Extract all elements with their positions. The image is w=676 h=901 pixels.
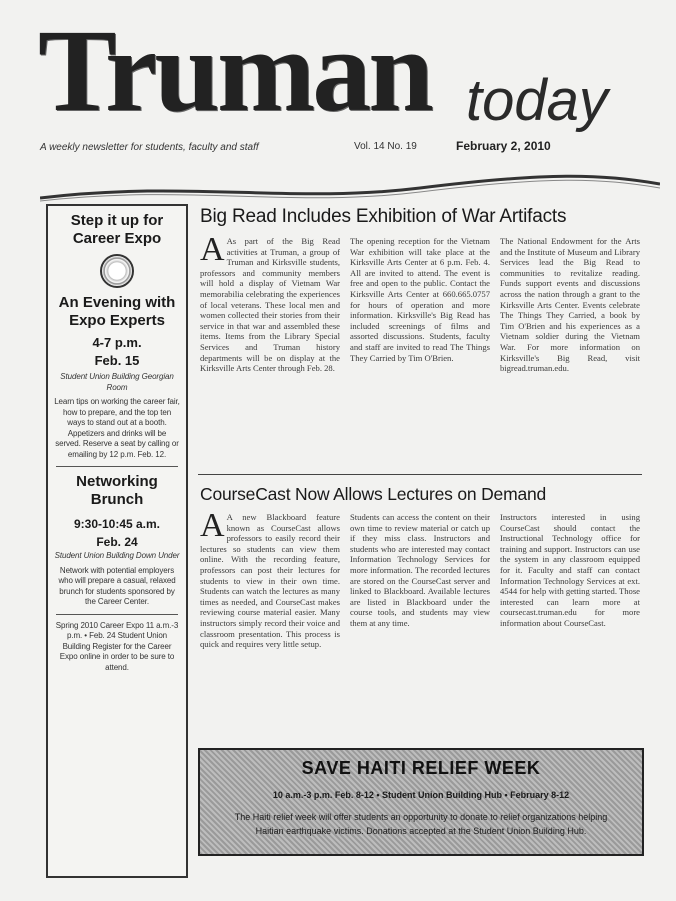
sidebar-footer: Spring 2010 Career Expo 11 a.m.-3 p.m. • Feb. 24 Student Union Building Register for the Career Expo online in order to be sure to attend. (55, 620, 179, 672)
event1-details: Learn tips on working the career fair, how to prepare, and the top ten ways to stand out at a booth. Appetizers and drinks will be served. Reserve a seat by calling or emailing by 12 p.m. Feb. 12. (54, 397, 180, 459)
career-expo-logo-icon (100, 254, 134, 288)
masthead-title: Truman (38, 5, 431, 136)
article2-title: CourseCast Now Allows Lectures on Demand (200, 484, 547, 504)
event2-location: Student Union Building Down Under (54, 551, 180, 560)
article2-column-3 (500, 512, 640, 738)
event1-time: 4-7 p.m. (92, 335, 142, 350)
article2-col1-text: A new Blackboard feature known as CourseCast allows professors to easily record their lectures so students can view them online. With the recording feature, professors can post their lectures for students to view in their own time. Students can watch the lectures as many times as needed, and CourseCast makes reviewing course material easier. Many instructors simply record their voice and classroom presentation. This process is quick and requires very little setup. (200, 512, 340, 650)
masthead-tagline: A weekly newsletter for students, faculty and staff (40, 142, 259, 153)
article2-column-1: A A new Blackboard feature known as CourseCast allows professors to easily record their lectures so students can view them online. With the recording feature, professors can post their lectures for students to view in their own time. Students can watch the lectures as many times as needed, and CourseCast makes reviewing course material easier. Many instructors simply record their voice and classroom presentation. This process is quick and requires very little setup. (200, 512, 340, 650)
article2-column-2 (350, 512, 490, 738)
haiti-relief-schedule: 10 a.m.-3 p.m. Feb. 8-12 • Student Union Building Hub • February 8-12 (272, 790, 570, 800)
masthead (38, 5, 658, 158)
article-divider (198, 474, 642, 475)
article2-col2-text: Students can access the content on their own time to review material or catch up if they miss class. Instructors and students who are interested may contact Information Technology Services for more information. The recorded lectures are stored on the CourseCast server and linked to Blackboard. Available lectures are listed in Blackboard under the course tools, and students may view them at any time. (350, 512, 490, 628)
haiti-relief-details-1: The Haiti relief week will offer students an opportunity to donate to relief organizations helping (234, 812, 608, 822)
event2-time: 9:30-10:45 a.m. (73, 517, 161, 531)
article1-col3-text: The National Endowment for the Arts and the Institute of Museum and Library Services lead the Big Read to communities to revitalize reading. Funds support events and discussions across the nation through a grant to the Kirksville Arts Center. Events celebrate The Things They Carried, a book by Tim O'Brien and his experiences as a Vietnam soldier during the Vietnam War. For more information on Kirksville's Big Read, visit bigread.truman.edu. (500, 236, 640, 374)
sidebar-divider (56, 466, 178, 467)
article1-col2-text: The opening reception for the Vietnam War exhibition will take place at the Kirksville Arts Center at 6 p.m. Feb. 4. All are invited to attend. The event is free and open to the public. Contact the Kirksville Arts Center at 660.665.0757 for hours of operation and more information. Kirksville's Big Read has included screenings of films and assorted discussions. Students, faculty and staff are invited to read The Things They Carried by Tim O'Brien. (350, 236, 490, 363)
event1-date: Feb. 15 (94, 353, 140, 368)
article1-column-1: A As part of the Big Read activities at Truman, a group of Truman and Kirksville students, professors and community members will hold a display of Vietnam War memorabilia celebrating the experiences of local veterans. These local men and women collected their stories from their service in that war and assembled these items. Items from the Library Special Services and Truman history departments will be on display at the Kirksville Arts Center through Feb. 28. (200, 236, 340, 374)
issue-volume: Vol. 14 No. 19 (354, 141, 417, 152)
masthead-subtitle: today (466, 68, 608, 133)
events-sidebar (46, 204, 188, 878)
haiti-relief-details-2: Haitian earthquake victims. Donations accepted at the Student Union Building Hub. (255, 826, 587, 836)
event1-title: An Evening with Expo Experts (58, 294, 176, 329)
article1-title: Big Read Includes Exhibition of War Artifacts (200, 206, 567, 227)
article1-column-2 (350, 236, 490, 468)
event2-date: Feb. 24 (96, 535, 138, 549)
issue-date: February 2, 2010 (456, 139, 551, 153)
event2-title: Networking Brunch (76, 473, 158, 508)
haiti-relief-title: SAVE HAITI RELIEF WEEK (301, 758, 541, 778)
event1-location: Student Union Building Georgian Room (60, 372, 174, 392)
haiti-relief-banner (198, 748, 644, 856)
article1-column-3 (500, 236, 640, 468)
sidebar-heading: Step it up for Career Expo (70, 212, 164, 247)
sidebar-divider (56, 614, 178, 615)
article2-col3-text: Instructors interested in using CourseCast should contact the Instructional Technology office for training and support. Instructors can use the system in any classroom equipped for it. Faculty and staff can contact Information Technology Services at ext. 4544 for help with getting started. Those interested can learn more at coursecast.truman.edu for more information about CourseCast. (500, 512, 640, 628)
article1-col1-text: As part of the Big Read activities at Truman, a group of Truman and Kirksville students, professors and community members will hold a display of Vietnam War memorabilia celebrating the experiences of local veterans. These local men and women collected their stories from their service in that war and assembled these items. Items from the Library Special Services and Truman history departments will be on display at the Kirksville Arts Center through Feb. 28. (200, 236, 340, 374)
event2-details: Network with potential employers who will prepare a casual, relaxed brunch for students sponsored by the Career Center. (58, 565, 176, 606)
